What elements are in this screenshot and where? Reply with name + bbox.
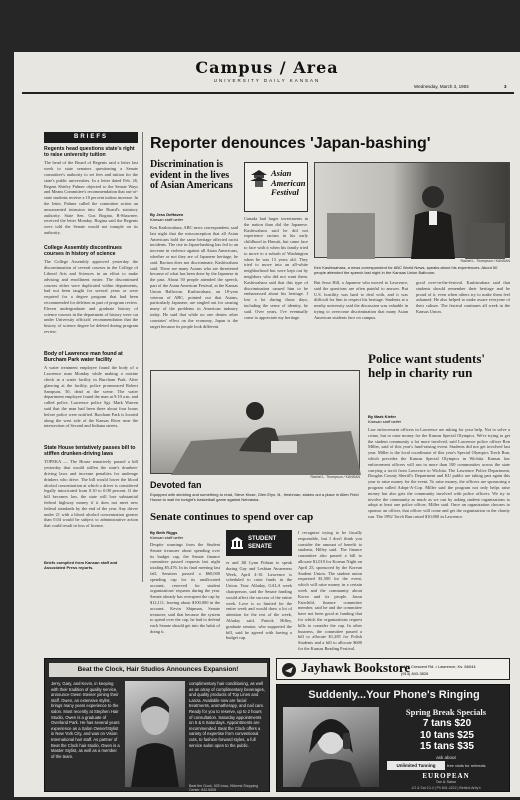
fan-figure	[151, 371, 361, 475]
jayhawk-icon	[281, 662, 297, 678]
phone-woman-photo	[283, 707, 379, 787]
ask-about: ask about	[436, 755, 456, 760]
brief-4	[44, 446, 138, 559]
offer-7-tans: 7 tans $20	[422, 718, 472, 729]
brief-body: The College Assembly approved yesterday the discontinuation of several courses in the College of Liberal Arts and Sciences in an effort to make advising and enrollment easier. The discontinued courses either were duplicated within departments, had not been taught for several years or were required for a degree program that had been recommended for deletion as part of program review. Eleven undergraduate and graduate history of science courses in the department of history were cut under University officials' recommendation that the history of science degree be deleted during program review.	[44, 259, 138, 334]
brief-3	[44, 352, 138, 445]
brief-headline: College Assembly discontinues courses in history of science	[44, 245, 122, 257]
brief-headline: Body of Lawrence man found at Burcham Park water facility	[44, 351, 123, 363]
jayhawk-bookstore-ad	[276, 658, 510, 680]
devoted-fan-caption: Equipped with sledding and something to read, Steve Klose, Glen Elyn, Ill., freshman, stakes out a place in Allen Field House to wait for tonight's basketball game against Nebraska.	[150, 492, 359, 502]
paper-name: UNIVERSITY DAILY KANSAN	[213, 78, 321, 83]
discrimination-body: Ken Kashiwahara, ABC news correspondent, said last night that the misconception that all Asian Americans hold the same heritage affected racist incidents. The rise in Japan-bashing has led to an increase in violence against all Asian Americans, whether or not they are of Japanese heritage, he said. Racism does not discriminate, Kashiwahara said. There are many Asians who are threatened because of what has been done by the Japanese in the past. About 50 people attended the speech, part of the Asian American Festival, at the Kansas Union Ballroom. Kashiwahara, an 18-year veteran of ABC, pointed out that Asians, particularly Japanese, are singled out for causing many of the problems in American industry today. He said that while no one denies other countries' effect on the economy, Japan is the target because its people look different.	[150, 225, 238, 329]
bookstore-phone: (913) 843-3826	[401, 671, 429, 676]
woman-on-phone-figure	[283, 707, 379, 787]
european-tan-ad	[276, 684, 510, 792]
festival-line-1: Asian	[271, 168, 292, 178]
byline-name: By Mark Kiefer	[368, 414, 397, 419]
senate-body: Despite warnings from the Student Senate treasurer about spending over its budget cap, the Senate finance committee passed requests last night totaling $5,476. In its final meeting last fall, Senators passed a $60,000 spending cap for its unallocated account, reserved for student organizations' requests during the year. Senate already has overspent the cap by $12,111, leaving about $100,000 in the account. Kevin Shipman, Senate treasurer, said that because the system to spend over the cap, he had to defend each Senate should get into the habit of doing it.	[150, 542, 220, 634]
offer-10-tans: 10 tans $25	[420, 729, 474, 741]
police-headline: Police want students' help in charity run	[368, 351, 485, 380]
offer-15-tans: 15 tans $35	[420, 741, 474, 752]
brief-1	[44, 147, 138, 244]
brief-headline: State House tentatively passes bill to stiffen drunken-driving laws	[44, 445, 136, 457]
masthead-rule	[22, 92, 514, 94]
kashiwahara-photo-caption: Ken Kashiwahara, a news correspondent for ABC World News, speaks about his experiences. About 50 people attended the speech last night in the Kansas Union Ballroom.	[314, 265, 498, 275]
newspaper-page	[14, 52, 520, 797]
senate-body-cont: er and Jill Lynn Fithian to speak during Gay and Lesbian Awareness Week, April 4-10. Lawrence is scheduled to raise funds in the Union. Your Alfaday, GALA week chairperson, said the Senate funding would affect the success of the entire week. Love is so limited for the entire week and would draw a lot of attention for the rest of the week, Alfaday said. Patrick Hilley, graduate senator, who supported the bill, said he agreed with having a budget cap.	[226, 560, 292, 641]
festival-logo	[244, 162, 308, 212]
devoted-fan-photo	[150, 370, 360, 474]
discrimination-body-cont: Canada had larger investments in the nation than did the Japanese. Kashiwahara said he did not experience racism in his early childhood in Hawaii, but came face to face with it when his family tried to move to a suburb of Washington when he was 13 years old. They tried to move into an all-white neighborhood but were kept out by neighbors who did not want them. Kashiwahara said that this type of discrimination caused him to be embarrassed about his heritage. I lost a lot during those days, including the sense of identity, he said. Over years, I've eventually come to appreciate my heritage.	[244, 216, 308, 320]
brief-body: The head of the Board of Regents said a letter last week to state senators questioning a Senate committee's authority to set fees and tuition for the state's public universities. In a letter dated Feb. 26, Regent Shirley Palmer objected to the Senate Ways and Means Committee's recommendation that out-of-state students receive a 10 percent tuition increase. In the letter, Palmer called the committee action an unwarranted intrusion into the Board's statutory authority. State Sen. Gus Bogina, R-Shawnee, received the letter Monday. Bogina said the Regents were told the Senate would not trample on its authority.	[44, 160, 138, 235]
stylist-figure	[125, 681, 185, 787]
referral-text: free visits for referrals	[447, 763, 486, 768]
student-senate-logo	[226, 530, 292, 556]
brief-2	[44, 246, 138, 349]
police-body: Law enforcement officers in Lawrence are asking for your help. Not to solve a crime, but to raise money for the Kansas Special Olympics. We're trying to get the student community a lot more involved, said Lawrence police officer Ron Miller, said of this year's fund-raising event. Students did not get involved last year. Miller is the local coordinator of this year's Special Olympics Torch Run, which precedes the Kansas Special Olympics in Wichita. Kansas law enforcement officers will run in more than 100 communities across the state carrying a torch from Lawrence to Wichita. The Lawrence Police Department, Douglas County Sheriff's Department and KU public are taking part again this year to raise money for the event. To raise money, the officers are sponsoring a program called Adopt-A-Cop. Miller said the program not only helps raise money but also gets the community involved with police officers. We try to involve the community as much as we can by asking student organizations to adopt at least one police officer, Miller said. Once an organization chooses to sponsor an officer, that officer will come and get the organization in the charity run. The 1992 Torch Run raised $10,000 in Lawrence.	[368, 427, 510, 519]
european-brand: EUROPEAN	[422, 772, 470, 780]
tan-offers	[407, 718, 487, 753]
kashiwahara-story-cont-2: good over-in-the-festival. Kashiwahara said that students should remember their heritage and be proud of it, even when others try to make them feel ashamed. He also helped to make aware everyone of their culture. The festival continues all week in the Kansas Union.	[416, 280, 510, 314]
discrimination-byline	[150, 212, 238, 222]
issue-date: Wednesday, March 3, 1993	[414, 84, 469, 89]
capitol-icon	[230, 536, 244, 550]
senate-body-cont-2: I recognize trying to be fiscally responsible, but I don't think you consider the amount of benefit to students, Hilley said. The finance committee also passed a bill to allocate $1,010 for Korean Night on April 25, sponsored by the Korean Student Union. The student union requested $1,500 for the event, which will raise money in a certain week and the community about Korea and its people. Jason Fairchild, finance committee member, said he and the committee have not been good at funding that for which the organizations request bills to consider the cap. In other business, the committee passed a bill to allocate $1,285 for Polish Students and a bill to allocate $600 for the Kansas Reading Festival.	[298, 530, 362, 651]
masthead	[14, 58, 520, 83]
brief-body: TOPEKA — The House tentatively passed a bill yesterday that would stiffen the state's drunken-driving laws and increase penalties for underage drinkers who drive. The bill would lower the blood alcohol concentration at which a driver is considered legally intoxicated from 0.10 to 0.08 percent. If the bill becomes law, the state will lose substantial federal highway money if it does not meet new federal standards by the end of the year. Any driver under 21 with a blood alcohol concentration greater than 0.04 would be subject to administrative action that could result in loss of license.	[44, 459, 138, 529]
briefs-heading: BRIEFS	[44, 132, 138, 143]
ad-copy-left: Jerry, Gary, and Kevin, in keeping with their tradition of quality service, announce Owen Steiner joining their staff. Owen, an extensive stylist, brings many years experience to the salon. Most recently at Stephen Hair Studio, Owen is a graduate of Overland Park. He has several years experience as a Salon Owner/Stylist in New York City, and was on Vision International hair staff. As partner of Beat the Clock hair studio, Owen is a Master Stylist, as well as a member of the team.	[51, 681, 120, 759]
festival-line-2: American	[271, 177, 306, 188]
byline-title: Kansan staff writer	[368, 419, 402, 425]
senate-byline	[150, 530, 220, 540]
bookstore-address: 1420 Crescent Rd. • Lawrence, Ks. 66044	[401, 664, 476, 669]
byline-name: By Jess DeHaven	[150, 212, 184, 217]
ad-heading: Beat the Clock, Hair Studios Announces Expansion!	[49, 663, 267, 677]
main-headline: Reporter denounces 'Japan-bashing'	[150, 135, 431, 152]
tan-ad-headline: Suddenly...Your Phone's Ringing	[308, 689, 480, 701]
spring-break-title: Spring Break Specials	[405, 707, 487, 717]
byline-title: Kansan staff writer	[150, 535, 184, 541]
kashiwahara-photo	[314, 162, 510, 258]
student-senate-label: STUDENT SENATE	[248, 536, 277, 550]
european-hours: 1/2 & Sat 10-4 | Ph 841-4222 | Behind Arby's	[411, 786, 481, 790]
briefs-column-rule	[142, 132, 143, 582]
speaker-figure	[315, 163, 511, 259]
ad-footer: Beat the Clock, 925 Iowa, Hillcrest Shopping Center, 842-5005	[189, 784, 259, 792]
police-byline	[368, 414, 510, 424]
stylist-portrait	[125, 681, 185, 787]
bookstore-name: Jayhawk Bookstore	[301, 660, 411, 675]
section-title: Campus / Area	[195, 58, 339, 77]
ad-copy-right: complimentary hair conditioning, as well as an array of complimentary beverages, and quality products of Top Lines and Lanza. Available now are facial treatments, aromatherapy, and nail care. Ready for you to reserve, up to 2 hours of consultation. Saturday appointments on 5 & 6 Saturdays. Appointments are recommended. Beat the Clock offers a variety of expertise from conventional cuts, to fashion-forward styles, a full service salon open to the public.	[189, 681, 265, 748]
unlimited-badge: Unlimited Tanning	[387, 761, 445, 770]
brief-body: A water treatment employee found the body of a Lawrence man Monday while making a routine check at a water facility in Burcham Park. After glancing at the facility, police pronounced Robert Sampson, 50, dead at the scene. The water department employee found the man at 9:10 a.m. and called police. Lawrence police Sgt. Mark Warren said that the man had been there about four hours before police were notified. Burcham Park is located along the west side of the Kansas River near the intersection of Second and Indiana streets.	[44, 365, 138, 429]
beat-the-clock-ad	[44, 658, 270, 792]
devoted-fan-title: Devoted fan	[150, 480, 202, 490]
kashiwahara-story-cont-1: But Jesse Hill, a Japanese who moved to Lawrence, said the questions are often painful to answer. But U.S. hostility was hard to deal with, and it was difficult for him to respect his heritage. Students at a nearby university said the discussion was valuable in trying to overcome discrimination that many Asian American students face on campus.	[314, 280, 408, 320]
pagoda-icon	[249, 169, 269, 189]
byline-name: By Beth Riggs	[150, 530, 178, 535]
brief-headline: Regents head questions state's right to raise university tuition	[44, 146, 135, 158]
european-sub: Tan & Salon	[435, 780, 457, 784]
kashiwahara-photo-credit: Rachel L. Thompson / KANSAN	[460, 259, 510, 263]
discrimination-headline: Discrimination is evident in the lives of Asian Americans	[150, 159, 233, 191]
festival-line-3: Festival	[271, 187, 299, 197]
devoted-fan-credit: Rachel L. Thompson / KANSAN	[310, 475, 360, 479]
senate-headline: Senate continues to spend over cap	[150, 511, 314, 523]
page-number: 3	[504, 84, 507, 89]
byline-title: Kansan staff writer	[150, 217, 184, 223]
briefs-footer: Briefs compiled from Kansan staff and Associated Press reports.	[44, 560, 118, 570]
